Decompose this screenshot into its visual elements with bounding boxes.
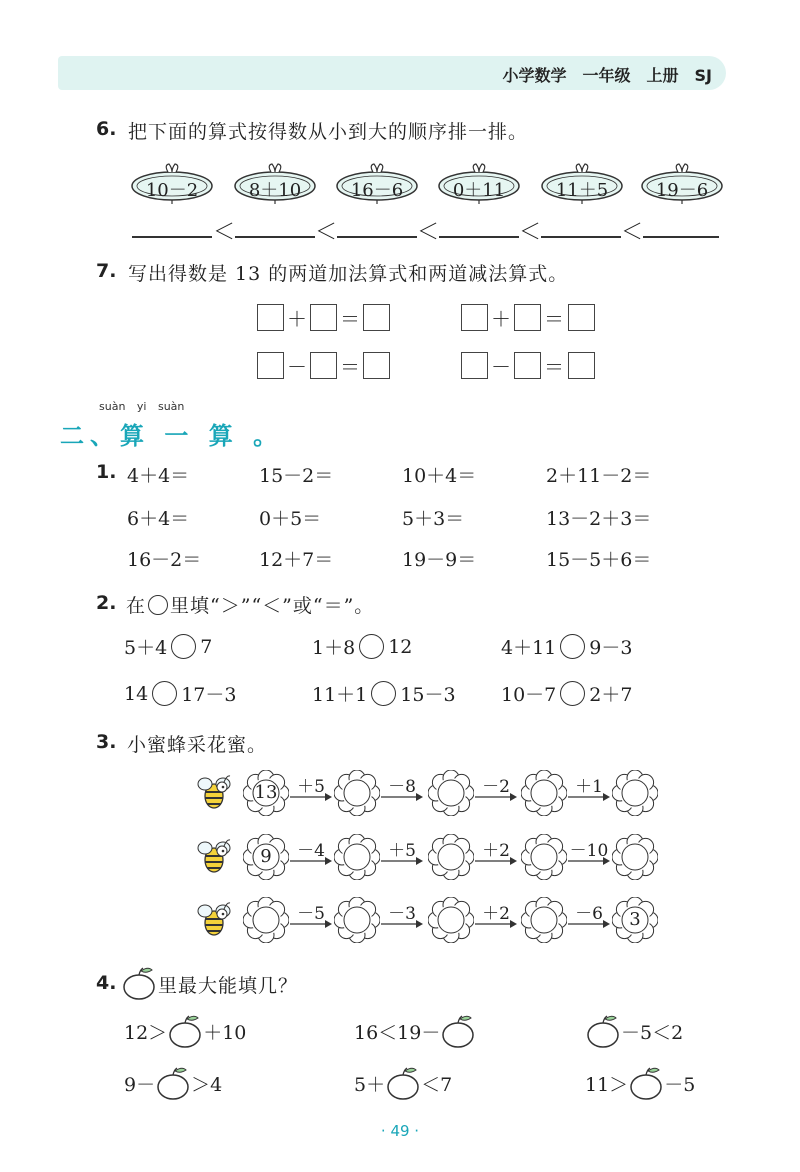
- flower-value: 9: [260, 846, 272, 867]
- calc-item[interactable]: 2＋11－2＝: [546, 465, 652, 487]
- page-header-title: 小学数学 一年级 上册 SJ: [502, 66, 712, 85]
- apple-expression: [354, 1065, 452, 1101]
- flower-cell[interactable]: [612, 770, 658, 816]
- apple-blank[interactable]: [156, 1065, 190, 1101]
- less-than-sign: ＜: [315, 220, 338, 245]
- arrow-operation: [289, 901, 333, 931]
- expr-before: 11＞: [585, 1073, 629, 1096]
- apple-expression: [585, 1065, 695, 1101]
- arrow-label: ＋5: [297, 777, 325, 797]
- c4-prompt: 里最大能填几？: [158, 975, 299, 997]
- calc-item[interactable]: 16－2＝: [127, 549, 202, 571]
- page-header-band: [58, 56, 726, 90]
- less-than-sign: ＜: [213, 220, 236, 245]
- arrow-label: －6: [575, 904, 603, 924]
- c2-number: 2.: [96, 592, 117, 614]
- flower-value: 3: [629, 909, 641, 930]
- answer-box[interactable]: [514, 304, 541, 331]
- answer-box[interactable]: [461, 352, 488, 379]
- answer-blank[interactable]: [337, 236, 417, 238]
- compare-circle[interactable]: [371, 681, 396, 706]
- answer-box[interactable]: [257, 352, 284, 379]
- arrow-label: ＋1: [575, 777, 603, 797]
- answer-box[interactable]: [257, 304, 284, 331]
- flower-cell[interactable]: [521, 897, 567, 943]
- lemon-expression-text: 0＋11: [452, 180, 506, 201]
- arrow-operation: [567, 774, 611, 804]
- compare-circle[interactable]: [171, 634, 196, 659]
- compare-item: [312, 680, 456, 707]
- equals-sign: ＝: [544, 355, 564, 379]
- arrow-operation: [567, 901, 611, 931]
- compare-left: 4＋11: [501, 637, 557, 659]
- arrow-label: ＋2: [482, 841, 510, 861]
- less-than-sign: ＜: [519, 220, 542, 245]
- circle-icon: [148, 595, 168, 615]
- lemon-expression: [335, 163, 419, 208]
- lemon-expression-text: 11＋5: [555, 180, 609, 201]
- equals-sign: ＝: [544, 307, 564, 331]
- compare-left: 11＋1: [312, 684, 368, 706]
- flower-cell: [243, 770, 289, 816]
- expr-before: 12＞: [124, 1021, 168, 1044]
- answer-box[interactable]: [310, 352, 337, 379]
- calc-item[interactable]: 4＋4＝: [127, 465, 190, 487]
- flower-cell[interactable]: [428, 770, 474, 816]
- apple-expression: [354, 1013, 476, 1049]
- compare-item: [501, 680, 632, 707]
- bee-icon: [194, 899, 234, 943]
- compare-right: 17－3: [181, 684, 237, 706]
- answer-box[interactable]: [568, 304, 595, 331]
- flower-value: 13: [254, 782, 278, 803]
- calc-item[interactable]: 0＋5＝: [259, 508, 322, 530]
- lemon-expression-text: 19－6: [655, 180, 709, 201]
- q6-number: 6.: [96, 118, 117, 140]
- c1-number: 1.: [96, 461, 117, 483]
- arrow-label: －4: [297, 841, 325, 861]
- calc-item[interactable]: 13－2＋3＝: [546, 508, 652, 530]
- q7-prompt: 写出得数是 13 的两道加法算式和两道减法算式。: [128, 263, 569, 285]
- apple-blank[interactable]: [441, 1013, 475, 1049]
- arrow-label: －10: [569, 841, 609, 861]
- arrow-operation: [289, 774, 333, 804]
- flower-cell[interactable]: [521, 834, 567, 880]
- section-title: 二、算 一 算 。: [60, 422, 284, 450]
- answer-box[interactable]: [461, 304, 488, 331]
- expr-after: ＜7: [421, 1073, 453, 1096]
- compare-item: [312, 633, 412, 660]
- c3-prompt: 小蜜蜂采花蜜。: [127, 734, 268, 756]
- bee-icon: [194, 836, 234, 880]
- arrow-operation: [567, 838, 611, 868]
- compare-left: 1＋8: [312, 637, 356, 659]
- equals-sign: ＝: [340, 355, 360, 379]
- compare-item: [124, 633, 212, 660]
- q7-number: 7.: [96, 260, 117, 282]
- bee-icon: [194, 772, 234, 816]
- compare-right: 15－3: [400, 684, 456, 706]
- arrow-operation: [474, 901, 518, 931]
- arrow-operation: [289, 838, 333, 868]
- answer-box[interactable]: [568, 352, 595, 379]
- answer-blank[interactable]: [541, 236, 621, 238]
- page-number: · 49 ·: [380, 1122, 420, 1140]
- arrow-label: －2: [482, 777, 510, 797]
- calc-item[interactable]: 5＋3＝: [402, 508, 465, 530]
- flower-cell[interactable]: [243, 897, 289, 943]
- lemon-expression: [233, 163, 317, 208]
- answer-blank[interactable]: [643, 236, 719, 238]
- calc-item[interactable]: 15－2＝: [259, 465, 334, 487]
- arrow-operation: [474, 838, 518, 868]
- calc-item[interactable]: 15－5＋6＝: [546, 549, 652, 571]
- arrow-label: －3: [388, 904, 416, 924]
- compare-left: 14: [124, 682, 149, 705]
- apple-icon: [122, 965, 156, 1001]
- lemon-expression: [640, 163, 724, 208]
- arrow-operation: [380, 774, 424, 804]
- apple-expression: [124, 1013, 246, 1049]
- lemon-expression: [130, 163, 214, 208]
- arrow-operation: [380, 838, 424, 868]
- flower-cell[interactable]: [428, 834, 474, 880]
- apple-blank[interactable]: [586, 1013, 620, 1049]
- expr-after: ＋10: [203, 1021, 247, 1044]
- lemon-expression: [437, 163, 521, 208]
- answer-box[interactable]: [310, 304, 337, 331]
- compare-circle[interactable]: [560, 634, 585, 659]
- lemon-expression: [540, 163, 624, 208]
- flower-cell: [612, 897, 658, 943]
- lemon-expression-text: 10－2: [145, 180, 199, 201]
- arrow-label: ＋2: [482, 904, 510, 924]
- compare-left: 10－7: [501, 684, 557, 706]
- compare-right: 12: [388, 635, 413, 658]
- calc-item[interactable]: 19－9＝: [402, 549, 477, 571]
- flower-cell[interactable]: [521, 770, 567, 816]
- flower-cell[interactable]: [334, 834, 380, 880]
- flower-cell[interactable]: [428, 897, 474, 943]
- answer-blank[interactable]: [132, 236, 212, 238]
- c2-prompt-b: 里填“＞”“＜”或“＝”。: [170, 595, 375, 617]
- arrow-operation: [380, 901, 424, 931]
- compare-circle[interactable]: [359, 634, 384, 659]
- c2-prompt: [126, 591, 374, 618]
- apple-expression: [124, 1065, 222, 1101]
- less-than-sign: ＜: [417, 220, 440, 245]
- c2-prompt-a: 在: [126, 595, 147, 617]
- calc-item[interactable]: 12＋7＝: [259, 549, 334, 571]
- flower-cell: [243, 834, 289, 880]
- apple-expression: [585, 1013, 683, 1049]
- flower-cell[interactable]: [612, 834, 658, 880]
- arrow-operation: [474, 774, 518, 804]
- plus-sign: ＋: [287, 307, 307, 331]
- expr-before: 16＜19－: [354, 1021, 441, 1044]
- expr-after: －5＜2: [621, 1021, 684, 1044]
- answer-blank[interactable]: [439, 236, 519, 238]
- lemon-expression-text: 16－6: [350, 180, 404, 201]
- less-than-sign: ＜: [621, 220, 644, 245]
- minus-sign: －: [287, 355, 307, 379]
- c4-number: 4.: [96, 972, 117, 994]
- answer-box[interactable]: [363, 304, 390, 331]
- answer-box[interactable]: [363, 352, 390, 379]
- compare-circle[interactable]: [560, 681, 585, 706]
- compare-item: [501, 633, 632, 660]
- expr-after: ＞4: [191, 1073, 223, 1096]
- compare-right: 9－3: [589, 637, 633, 659]
- c3-number: 3.: [96, 731, 117, 753]
- apple-blank[interactable]: [629, 1065, 663, 1101]
- compare-left: 5＋4: [124, 637, 168, 659]
- expr-before: 5＋: [354, 1073, 386, 1096]
- minus-sign: －: [491, 355, 511, 379]
- equals-sign: ＝: [340, 307, 360, 331]
- answer-blank[interactable]: [235, 236, 315, 238]
- expr-after: －5: [664, 1073, 696, 1096]
- compare-right: 7: [200, 635, 213, 658]
- plus-sign: ＋: [491, 307, 511, 331]
- arrow-label: －5: [297, 904, 325, 924]
- lemon-expression-text: 8＋10: [248, 180, 302, 201]
- compare-circle[interactable]: [152, 681, 177, 706]
- flower-cell[interactable]: [334, 770, 380, 816]
- answer-box[interactable]: [514, 352, 541, 379]
- expr-before: 9－: [124, 1073, 156, 1096]
- calc-item[interactable]: 6＋4＝: [127, 508, 190, 530]
- calc-item[interactable]: 10＋4＝: [402, 465, 477, 487]
- apple-blank[interactable]: [168, 1013, 202, 1049]
- compare-item: [124, 680, 236, 707]
- apple-blank[interactable]: [386, 1065, 420, 1101]
- section-pinyin: suàn yi suàn: [99, 400, 185, 413]
- arrow-label: ＋5: [388, 841, 416, 861]
- q6-prompt: 把下面的算式按得数从小到大的顺序排一排。: [128, 121, 529, 143]
- compare-right: 2＋7: [589, 684, 633, 706]
- arrow-label: －8: [388, 777, 416, 797]
- flower-cell[interactable]: [334, 897, 380, 943]
